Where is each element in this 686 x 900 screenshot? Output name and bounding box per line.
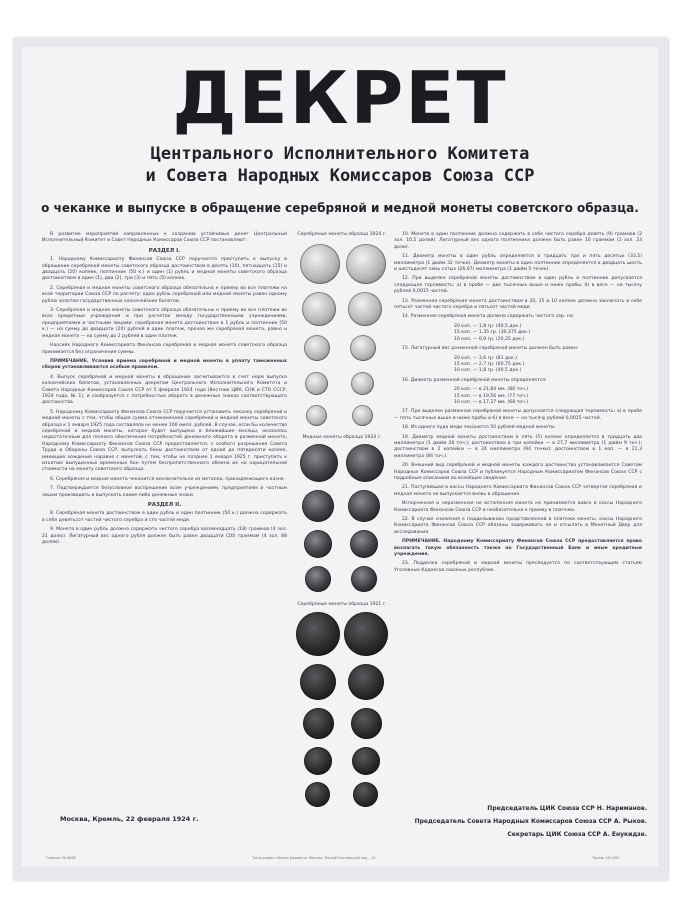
coin-image	[348, 490, 380, 522]
paragraph: 12. При выделке серебряной монеты достоинством в один рубль и полтинник допускается следующая терпимость: а) в пробе — две тысячных выше и ниже пробы, б) в весе — на тысячу рублей 0,0015 частей.	[394, 276, 642, 295]
footer-left: Главлит № 9660	[46, 856, 76, 860]
coin-image	[352, 747, 380, 775]
paragraph: 23. Подделка серебряной и медной монеты преследуется по соответствующим статьям Уголовных Кодексов союзных республик.	[394, 561, 642, 573]
table-row: 10 коп. — 0,9 гр. (20,25 док.)	[454, 336, 525, 342]
coin-image	[305, 566, 331, 592]
paragraph: 2. Серебряная и медная монеты советского образца обязательна к приему во все платежи на всей территории Союза ССР по расчету: один рубль серебряной или медной монеты равен одному рублю золотом государственных казначейских билетов.	[42, 285, 287, 304]
paragraph: Наосиях Народного Комиссариата Финансов серебряная и медная монета советского образца принимается без ограничения суммы.	[42, 343, 287, 355]
paragraph: Испорченная и неразменная не истопенная монета не принимается вовсе в кассы Народного Комиссариата Финансов Союза ССР и необязательна к приему в платежи.	[394, 501, 642, 513]
coin-illustrations	[290, 232, 394, 852]
paragraph: 20. Внешний вид серебряной и медной монеты каждого достоинства устанавливается Советом Народных Комиссаров Союза ССР и публикуется Народным Комиссариатом Финансов Союза ССР с подробным описанием во всеобщее сведение.	[394, 463, 642, 481]
coin-image	[351, 708, 382, 739]
coins-caption: Медные монеты образца 1924 г.	[302, 435, 382, 440]
table-row: 20 коп. — в 21,84 мм. (86 точ.)	[454, 387, 529, 393]
coin-image	[351, 372, 374, 395]
paragraph: 11. Диаметр монеты в один рубль определяется в тридцать три и пять десятых (33,5) миллиметра (1 дюйм 32 точки). Диаметр монеты в один полтинник определяется в двадцать шесть и шестьдесят семь сотых (26,67) миллиметра (1 дюйм 5 точек).	[394, 254, 642, 273]
coin-image	[300, 444, 338, 482]
paragraph: 8. Серебряная монета достоинством в один рубль и один полтинник (50 к.) должна содержать в себе девятьсот частей чистого серебра и сто частей меди.	[42, 511, 287, 523]
decree-date: Москва, Кремль, 22 февраля 1924 г.	[60, 815, 199, 823]
coin-image	[304, 335, 330, 361]
coins-caption: Серебряные монеты образца 1921 г.	[297, 602, 387, 607]
table-row: 10 коп. — 1,8 гр. (40,5 док.)	[454, 368, 522, 374]
coin-image	[344, 612, 388, 656]
table-row: 20 коп. — 3,6 гр. (81 док.)	[454, 355, 517, 361]
section-heading-2: РАЗДЕЛ II.	[147, 502, 182, 509]
paragraph: 5. Народному Комиссариату Финансов Союза ССР поручается установить чеканку серебряной и медной монеты с тем, чтобы общая сумма отчеканенной серебряной и медной монеты советского образца к 1 января 1925 года составляла не менее 100 милл. рублей. В случае, если бы количество серебряной и медной монеты, которое будет выпущено в ближайшие месяцы, оказалось недостаточным для полного обеспечения потребностей денежного оборота в разменной монете, Народному Комиссариату Финансов Союза ССР предоставляется, с особого разрешения Совета Труда и Обороны Союза ССР, выпускать боны достоинством от одной до пятидесяти копеек, имеющие хождение наравне с монетой, с тем, чтобы не позднее 1 января 1925 г. приступить к изъятию выпущенных временных бон путем беспрепятственного обмена их на нарицательной стоимости на монету советского образца.	[42, 409, 287, 473]
paragraph: 22. В случае снижения к подделыванию представленной в платежи монеты, кассы Народного Комиссариата Финансов Союза ССР обязаны задерживать ее и отсылать в Монетный Двор для исследования.	[394, 517, 642, 535]
paragraph: 18. Из одного пуда меди чеканится 50 рублей медной монеты.	[402, 425, 556, 431]
paragraph: 9. Монета в один рубль должна содержать чистого серебра восемнадцать (18) граммов (4 зол. 21 долю). Лигатурный вес одного рубля должен быть равен двадцати (20) граммам (4 зол. 88 долям).	[42, 527, 287, 546]
paragraph: 6. Серебряная и медная монета чеканится исключительно из металла, принадлежащего казне.	[50, 476, 285, 482]
values-table	[454, 387, 642, 406]
preamble: В развитие мероприятий направленных к созданию устойчивых денег Центральный Исполнительный Комитет и Совет Народных Комиссаров Союза ССР постановляют:	[42, 232, 287, 244]
table-row: 15 коп. — 2,7 гр. (60,75 док.)	[454, 361, 525, 367]
paragraph: 14. Разменная серебряная монета должна содержать чистого сер. на:	[402, 314, 575, 320]
paragraph: 16. Диаметр разменной серебряной монеты определяется:	[402, 377, 547, 383]
paragraph: 10. Монета в один полтинник должна содержать в себе чистого серебра девять (9) граммов (2 зол. 10,5 долей). Лигатурный вес одного полтинника должен быть равен 10 граммам (2 зол. 33 доли).	[394, 232, 642, 250]
coin-image	[348, 292, 382, 326]
coin-image	[350, 530, 378, 558]
table-row: 20 коп. — 1,8 гр. (40,5 док.)	[454, 323, 522, 329]
coin-image	[346, 244, 386, 284]
coin-image	[350, 335, 376, 361]
coin-image	[346, 444, 384, 482]
coin-image	[304, 530, 332, 558]
signature-line: Секретарь ЦИК Союза ССР А. Енукидзе.	[507, 831, 647, 838]
footer-right: Тираж 140.000	[592, 856, 620, 860]
coin-image	[300, 244, 340, 284]
paragraph: 3. Серебряная и медная монеты советского образца обязательны к приему во все платежи во всех кредитные учреждения и при расчетах между государственными учреждениями, предприятиями и частными лицами: серебряная монета достоинством в 1 рубль и полтинник (50 к.) — на сумму до двадцати (20) рублей в один платеж, прочая же серебряная монета, равно и медная монета — на сумму до 2 рублей в один платеж.	[42, 308, 287, 339]
table-row: 10 коп. — в 17,27 мм. (68 точ.)	[454, 399, 529, 405]
coin-image	[351, 566, 377, 592]
coin-image	[305, 372, 328, 395]
values-table	[454, 324, 642, 343]
right-column	[394, 232, 642, 577]
note: ПРИМЕЧАНИЕ. Народному Комиссариату Финансов Союза ССР предоставляется право возлагать такую обязанность также на Государственный Банк и иные кредитные учреждения.	[394, 539, 642, 558]
coin-image	[296, 612, 340, 656]
subtitle-committee: Центрального Исполнительного Комитета	[150, 144, 530, 164]
table-row: 15 коп. — в 19,56 мм. (77 точ.)	[454, 393, 529, 399]
signature-line: Председатель Совета Народных Комиссаров Союза ССР А. Рыков.	[414, 818, 647, 825]
decree-poster	[22, 47, 658, 867]
coin-image	[352, 405, 373, 426]
left-column	[42, 232, 287, 549]
paragraph: 15. Лигатурный вес разменной серебряной монеты должен быть равен:	[402, 346, 579, 352]
coin-image	[303, 708, 334, 739]
values-table	[454, 356, 642, 375]
coin-image	[306, 405, 327, 426]
note: ПРИМЕЧАНИЕ. Условия приема серебряной и медной монеты в уплату таможенных сборов устанавливаются особым правилом.	[42, 358, 287, 371]
coin-image	[348, 664, 384, 700]
subtitle-subject: о чеканке и выпуске в обращение серебряной и медной монеты советского образца.	[41, 201, 639, 215]
table-row: 15 коп. — 1,35 гр. (30,375 док.)	[454, 330, 531, 336]
paragraph: 19. Диаметр медной монеты достоинством в пять (5) копеек определяется в тридцать два миллиметра (1 дюйм 26 точ.); достоинством в три копейки — в 27,7 миллиметра (1 дюйм 9 точ.); достоинством в 2 копейки — в 24 миллиметра (94 точки); достоинством в 1 коп. — в 21,3 миллиметра (84 точ.).	[394, 434, 642, 459]
coins-caption: Серебряные монеты образца 1924 г.	[297, 232, 387, 237]
coin-image	[305, 782, 330, 807]
paragraph: 17. При выделке разменной серебряной монеты допускается следующая терпимость: а) в пробе — пять тысячных выше и ниже пробы и б) в весе — на тысячу рублей 0,0015 частей.	[394, 409, 642, 421]
paragraph: 1. Народному Комиссариату Финансов Союза ССР поручается приступить к выпуску в обращение серебряной монеты советского образца достоинством в десять (10), пятнадцать (15) и двадцать (20) копеек, полтинник (50 к.) и один (1) рубль и медной монеты советского образца достоинством в один (1), два (2), три (3) и пять (5) копеек.	[42, 257, 287, 282]
coin-image	[302, 292, 336, 326]
coin-image	[300, 664, 336, 700]
signature-line: Председатель ЦИК Союза ССР Н. Нариманов.	[487, 805, 647, 812]
coin-image	[304, 747, 332, 775]
paragraph: 4. Выпуск серебряной и медной монеты в обращение засчитывается в счет норм выпуска казначейских билетов, установленных декретом Центрального Исполнительного Комитета и Совета Народных Комиссаров Союза ССР от 5 февраля 1924 года (Вестник ЦИК, СНК и СТО СССР, 1924 года, № 1), и сообразуется с потребностью оборота в денежных знаках соответствующего достоинства.	[42, 374, 287, 406]
signatures	[362, 802, 647, 841]
section-heading-1: РАЗДЕЛ I.	[148, 247, 181, 254]
coin-image	[302, 490, 334, 522]
footer-center: Типография «Новая Деревня» Москва, Малый Кисловский пер., 14	[252, 856, 376, 860]
paragraph: 13. Разменная серебряная монета достоинством в 20, 15 и 10 копеек должна заключать в себе пятьсот частей чистого серебра и пятьсот частей меди.	[394, 298, 642, 311]
decree-title: ДЕКРЕТ	[172, 56, 508, 140]
paragraph: 21. Поступившая в кассы Народного Комиссариата Финансов Союза ССР четвертая серебряная и медная монета не выпускается вновь в обращение.	[394, 485, 642, 497]
paragraph: 7. Подтверждается безусловное воспрещение всем учреждениям, предприятиям и частным лицам производить и выпускать какие-либо денежные знаки.	[42, 486, 287, 498]
subtitle-council: и Совета Народных Комиссаров Союза ССР	[145, 166, 535, 186]
